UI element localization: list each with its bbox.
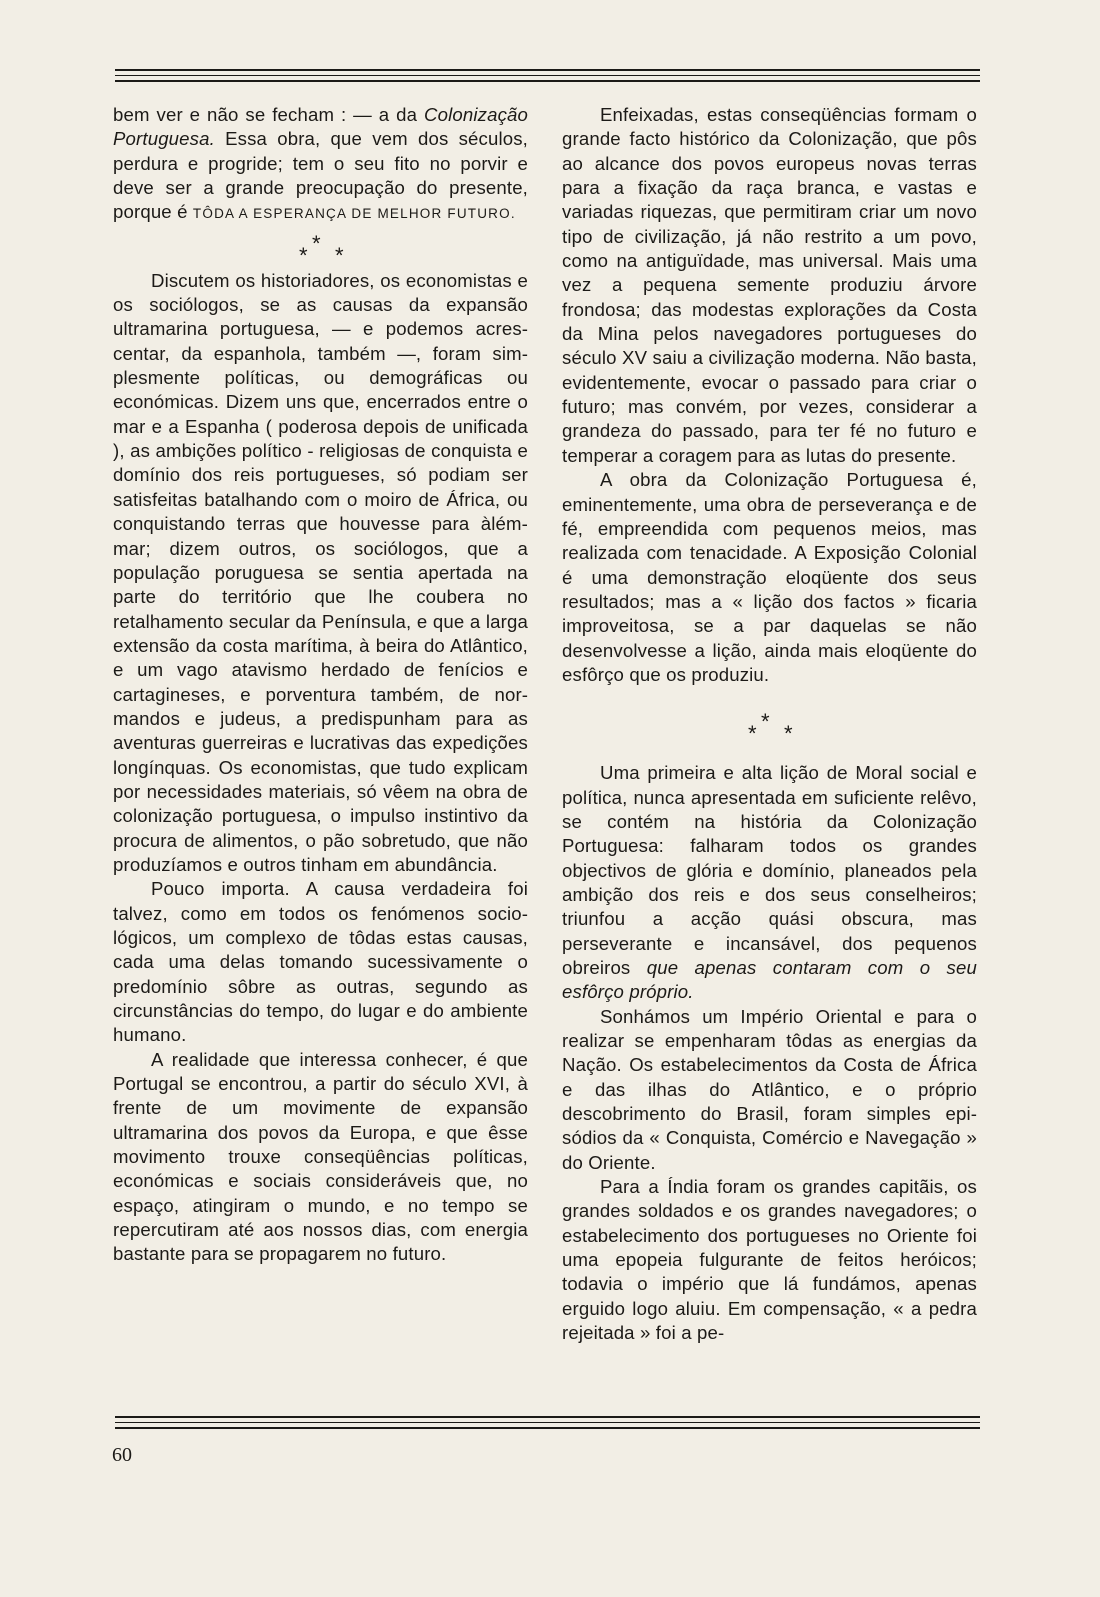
paragraph: Pouco importa. A causa verdadeira foi talvez, como em todos os fenómenos sociológicos, um complexo de tôdas estas causas, cada uma delas tomando sucessivamente o predomínio sôbre as outras, segundo as circunstâncias do tempo, do lugar e do ambiente humano.: [113, 878, 528, 1046]
paragraph: Enfeixadas, estas conseqüências formam o grande facto histórico da Colonização, que pôs ao alcance dos povos europeus novas terras para a fixação da raça branca, e vastas e variadas riquezas, que permitiram criar um novo tipo de civilização, já não restrito a um povo, como na antiguïdade, mas universal. Mais uma vez a pequena semente produziu árvore frondosa; das modestas explorações da Costa da Mina pelos navegadores portugueses do século XV saiu a civilização moderna. Não basta, evidentemente, evocar o passado para criar o futuro; mas convém, por vezes, considerar a grandeza do passado, para ter fé no futuro e temperar a coragem para as lutas do presente.: [562, 104, 977, 466]
italic-phrase: que apenas contaram com o seu esfôrço próprio.: [562, 957, 977, 1003]
paragraph: Para a Índia foram os grandes capitãis, os grandes soldados e os grandes navegadores; o estabelecimento dos portugueses no Oriente foi uma epopeia fulgurante de feitos heróicos; todavia o império que lá fundámos, apenas erguido logo aluiu. Em compensação, « a pedra rejeitada » foi a pe-: [562, 1176, 977, 1344]
section-separator: * * *: [748, 709, 793, 747]
paragraph: bem ver e não se fecham : — a da Colonização Portuguesa. Essa obra, que vem dos séculos, perdura e progride; tem o seu fito no porvir e deve ser a grande preocupação do presente, porque é TÔDA A ESPERANÇA DE MELHOR FUTURO.: [113, 104, 528, 223]
italic-phrase: Colonização Portuguesa.: [113, 104, 528, 150]
paragraph: A obra da Colonização Portuguesa é, eminentemente, uma obra de perseverança e de fé, empreendida com pequenos meios, mas realizada com tenacidade. A Exposição Colonial é uma demonstração eloqüente dos seus resultados; mas a « lição dos factos » ficaria improveitosa, se a par daquelas se não desenvolvesse a lição, ainda mais eloqüente do esfôrço que os produziu.: [562, 469, 977, 685]
section-separator: * * *: [299, 230, 344, 268]
page-number: 60: [112, 1444, 132, 1466]
left-column: [113, 103, 528, 1267]
paragraph: Sonhámos um Império Oriental e para o realizar se empenharam tôdas as energias da Nação. Os estabelecimentos da Costa de África e das ilhas do Atlântico, e o próprio descobrimento do Brasil, foram simples episódios da « Conquista, Comércio e Navegação » do Oriente.: [562, 1005, 977, 1173]
right-column: [562, 103, 977, 1346]
bottom-decorative-rule: [115, 1416, 980, 1433]
top-decorative-rule: [115, 69, 980, 86]
small-caps-phrase: TÔDA A ESPERANÇA DE MELHOR FUTURO.: [192, 206, 516, 222]
paragraph: Discutem os historiadores, os economistas e os sociólogos, se as causas da expansão ultramarina portuguesa, — e podemos acrescentar, da espanhola, também —, foram simplesmente políticas, ou demográficas ou económicas. Dizem uns que, encerrados entre o mar e a Espanha ( poderosa depois de unificada ), as ambições político - religiosas de conquista e domínio dos reis portugueses, só podiam ser satisfeitas batalhando com o moiro de África, ou conquistando terras que houvesse para àlém-mar; dizem outros, os sociólogos, que a população poruguesa se sentia apertada na parte do território que lhe coubera no retalhamento secular da Península, e que a larga extensão da costa marítima, à beira do Atlântico, e um vago atavismo herdado de fenícios e cartagineses, e porventura também, de normandos e judeus, a predispunham para as aventuras guerreiras e lucrativas das expedições longínquas. Os economistas, que tudo explicam por necessidades materiais, só vêem na obra de colonização portuguesa, o impulso instintivo da procura de alimentos, o pão sobretudo, que não produzíamos e outros tinham em abundância.: [113, 269, 528, 875]
paragraph: Uma primeira e alta lição de Moral social e política, nunca apresentada em suficiente relêvo, se contém na história da Colonização Portuguesa: falharam todos os grandes objectivos de glória e domínio, planeados pela ambição dos reis e dos seus conselheiros; triunfou a acção quási obscura, mas perseverante e incansável, dos pequenos obreiros que apenas contaram com o seu esfôrço próprio.: [562, 762, 977, 1003]
paragraph: A realidade que interessa conhecer, é que Portugal se encontrou, a partir do século XVI, à frente de um movimente de expansão ultramarina dos povos da Europa, e que êsse movimento trouxe conseqüências políticas, económicas e sociais consideráveis que, no espaço, atingiram o mundo, e no tempo se repercutiram até aos nossos dias, com energia bastante para se propagarem no futuro.: [113, 1048, 528, 1265]
